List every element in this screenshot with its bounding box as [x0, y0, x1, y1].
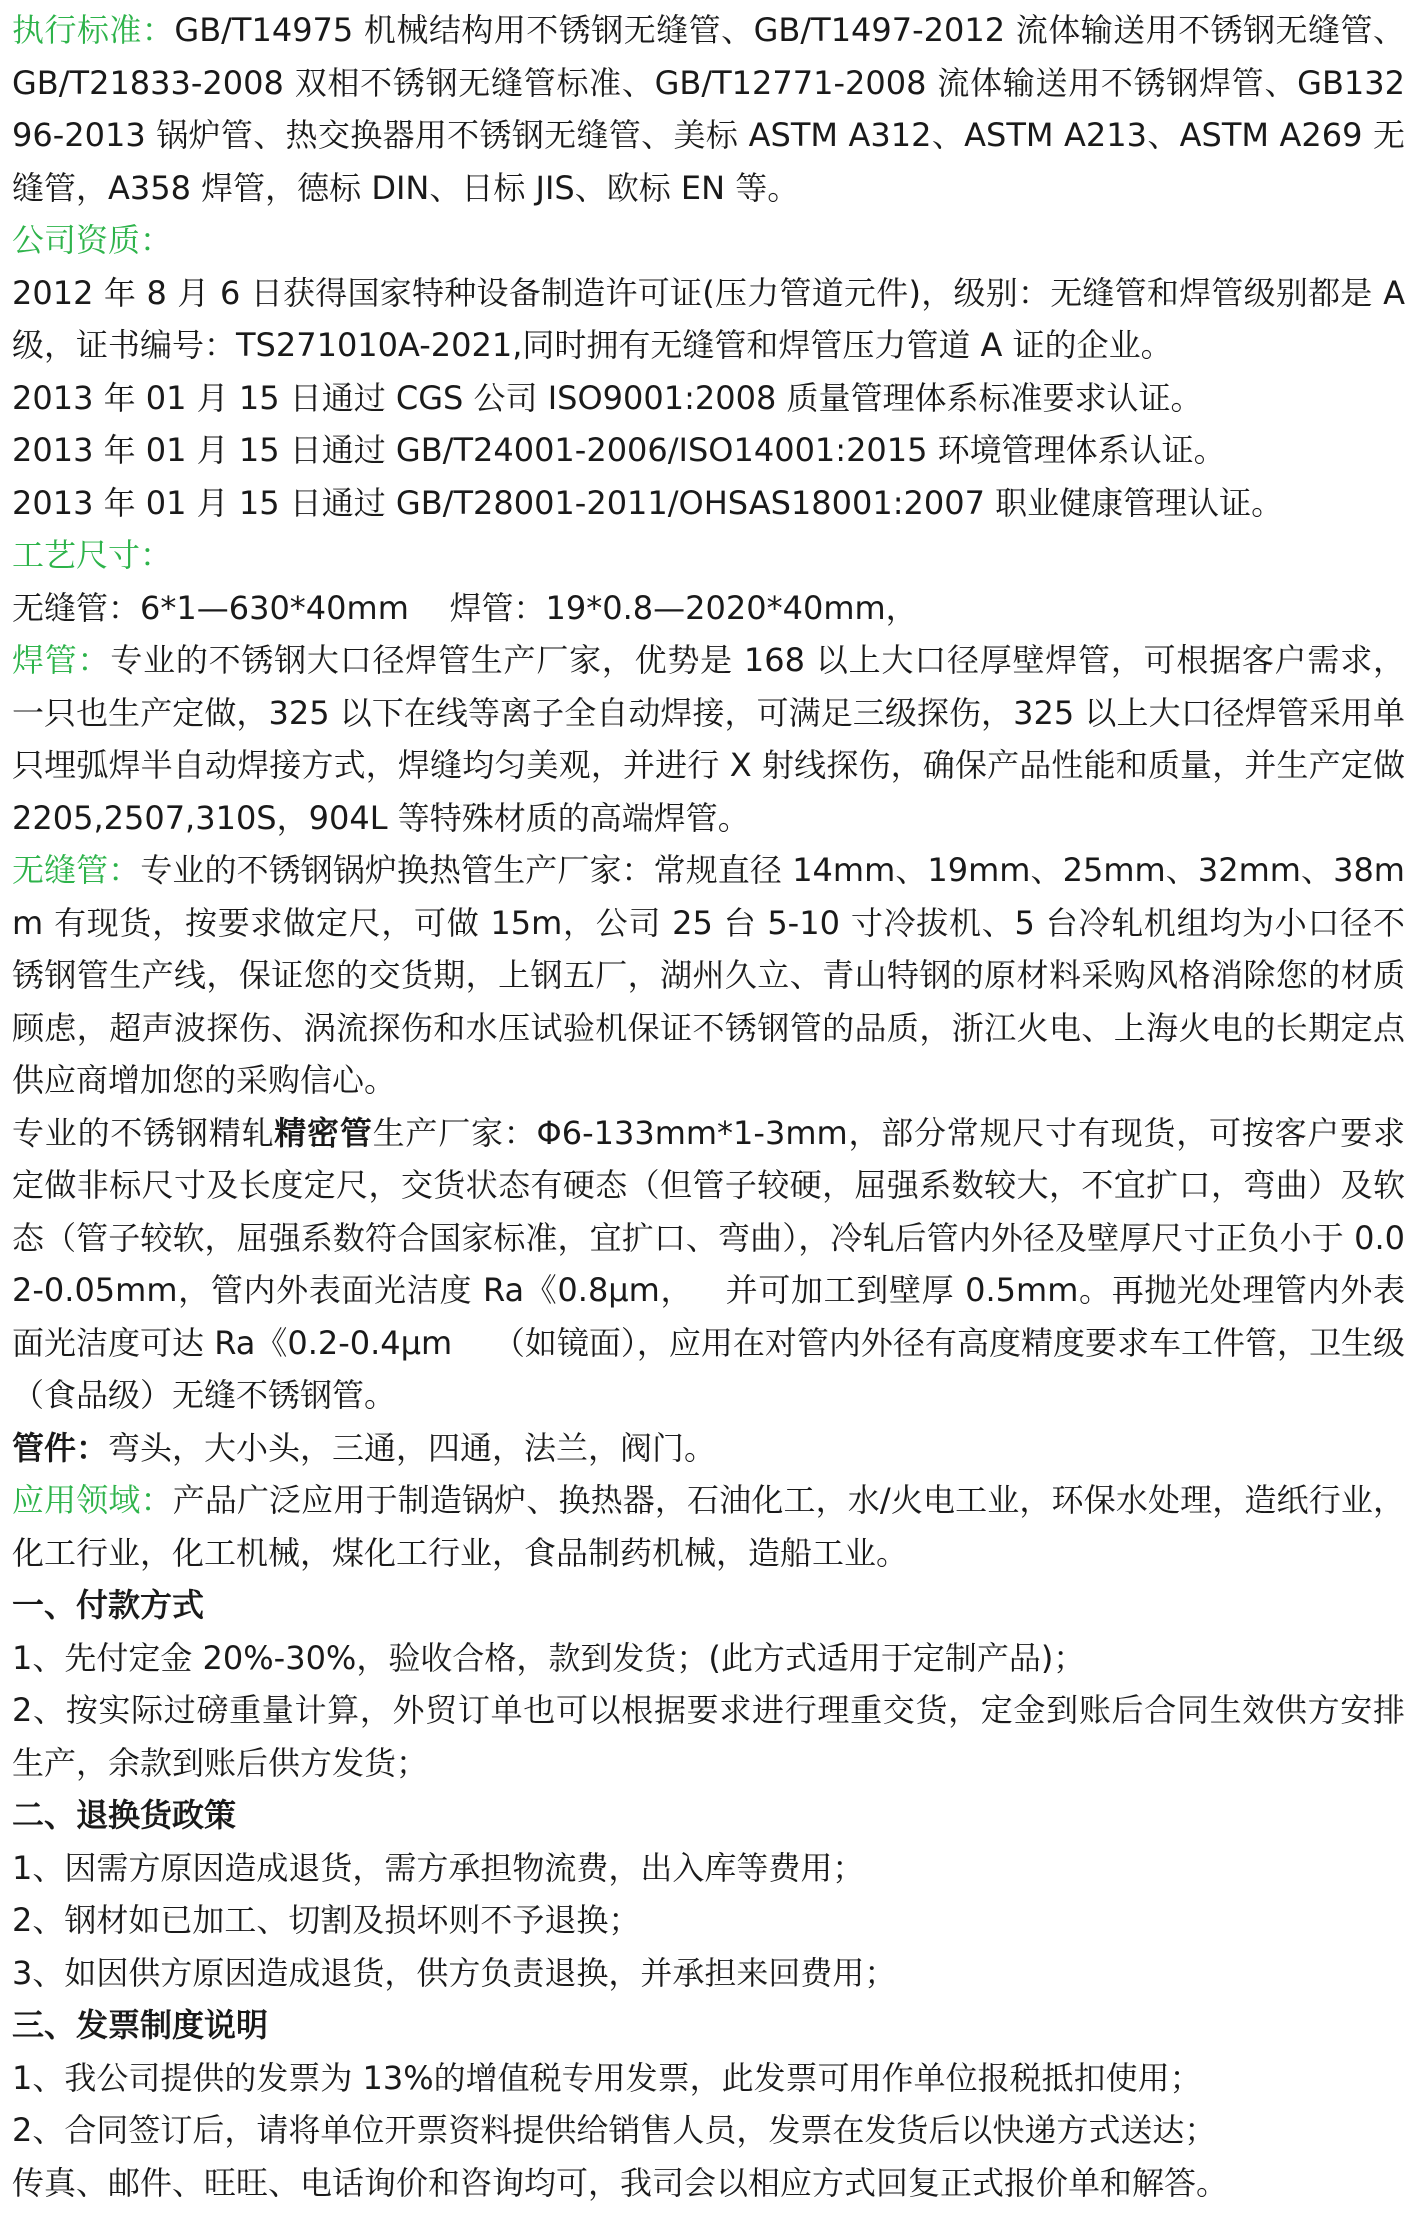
- standards-text: GB/T14975 机械结构用不锈钢无缝管、GB/T1497-2012 流体输送用不锈钢无缝管、GB/T21833-2008 双相不锈钢无缝管标准、GB/T12771-2008 流体输送用不锈钢焊管、GB13296-2013 锅炉管、热交换器用不锈钢无缝管、美标 ASTM A312、ASTM A213、ASTM A269 无缝管，A358 焊管，德标 DIN、日标 JIS、欧标 EN 等。: [12, 11, 1405, 207]
- precision-paragraph: [12, 1107, 1405, 1422]
- precision-bold: 精密管: [274, 1113, 373, 1152]
- qualification-line-1: 2012 年 8 月 6 日获得国家特种设备制造许可证(压力管道元件)，级别：无缝管和焊管级别都是 A 级，证书编号：TS271010A-2021,同时拥有无缝管和焊管压力管道 A 证的企业。: [12, 273, 1405, 364]
- invoice-line-3: 传真、邮件、旺旺、电话询价和咨询均可，我司会以相应方式回复正式报价单和解答。: [12, 2163, 1229, 2202]
- qualification-line-4: 2013 年 01 月 15 日通过 GB/T28001-2011/OHSAS18001:2007 职业健康管理认证。: [12, 483, 1284, 522]
- fittings-paragraph: [12, 1422, 1405, 1475]
- invoice-heading: 三、发票制度说明: [12, 2006, 269, 2044]
- precision-text: 生产厂家：Φ6-133mm*1-3mm，部分常规尺寸有现货，可按客户要求定做非标尺寸及长度定尺，交货状态有硬态（但管子较硬，屈强系数较大，不宜扩口，弯曲）及软态（管子较软，屈强系数符合国家标准，宜扩口、弯曲），冷轧后管内外径及壁厚尺寸正负小于 0.02-0.05mm，管内外表面光洁度 Ra《0.8μm， 并可加工到壁厚 0.5mm。再抛光处理管内外表面光洁度可达 Ra《0.2-0.4μm （如镜面），应用在对管内外径有高度精度要求车工件管，卫生级（食品级）无缝不锈钢管。: [12, 1113, 1405, 1414]
- precision-prefix: 专业的不锈钢精轧: [12, 1113, 275, 1152]
- application-paragraph: [12, 1474, 1405, 1579]
- seamless-paragraph: [12, 844, 1405, 1107]
- standards-label: 执行标准：: [12, 11, 175, 49]
- returns-line-3: 3、如因供方原因造成退货，供方负责退换，并承担来回费用；: [12, 1953, 897, 1992]
- payment-line-1: 1、先付定金 20%-30%，验收合格，款到发货；(此方式适用于定制产品)；: [12, 1638, 1086, 1677]
- invoice-line-2: 2、合同签订后，请将单位开票资料提供给销售人员，发票在发货后以快递方式送达；: [12, 2111, 1217, 2149]
- returns-line-1: 1、因需方原因造成退货，需方承担物流费，出入库等费用；: [12, 1848, 865, 1887]
- fittings-label: 管件：: [12, 1428, 109, 1467]
- fittings-text: 弯头，大小头，三通，四通，法兰，阀门。: [108, 1428, 717, 1467]
- process-heading: 工艺尺寸：: [12, 536, 173, 574]
- qualification-heading: 公司资质：: [12, 221, 173, 259]
- standards-paragraph: [12, 4, 1405, 214]
- welded-text: 专业的不锈钢大口径焊管生产厂家，优势是 168 以上大口径厚壁焊管，可根据客户需求，一只也生产定做，325 以下在线等离子全自动焊接，可满足三级探伤，325 以上大口径焊管采用单只埋弧焊半自动焊接方式，焊缝均匀美观，并进行 X 射线探伤，确保产品性能和质量，并生产定做 2205,2507,310S，904L 等特殊材质的高端焊管。: [12, 641, 1405, 837]
- qualification-line-2: 2013 年 01 月 15 日通过 CGS 公司 ISO9001:2008 质量管理体系标准要求认证。: [12, 378, 1203, 417]
- application-text: 产品广泛应用于制造锅炉、换热器，石油化工，水/火电工业，环保水处理，造纸行业，化工行业，化工机械，煤化工行业，食品制药机械，造船工业。: [12, 1481, 1405, 1572]
- qualification-line-3: 2013 年 01 月 15 日通过 GB/T24001-2006/ISO14001:2015 环境管理体系认证。: [12, 431, 1226, 469]
- payment-heading: 一、付款方式: [12, 1586, 205, 1624]
- payment-line-2: 2、按实际过磅重量计算，外贸订单也可以根据要求进行理重交货，定金到账后合同生效供方安排生产，余款到账后供方发货；: [12, 1691, 1405, 1782]
- welded-paragraph: [12, 634, 1405, 844]
- returns-line-2: 2、钢材如已加工、切割及损坏则不予退换；: [12, 1901, 641, 1939]
- seamless-text: 专业的不锈钢锅炉换热管生产厂家：常规直径 14mm、19mm、25mm、32mm、38mm 有现货，按要求做定尺，可做 15m，公司 25 台 5-10 寸冷拔机、5 台冷轧机组均为小口径不锈钢管生产线，保证您的交货期，上钢五厂，湖州久立、青山特钢的原材料采购风格消除您的材质顾虑，超声波探伤、涡流探伤和水压试验机保证不锈钢管的品质，浙江火电、上海火电的长期定点供应商增加您的采购信心。: [12, 851, 1405, 1099]
- seamless-label: 无缝管：: [12, 851, 141, 889]
- application-label: 应用领域：: [12, 1481, 173, 1519]
- process-text: 无缝管：6*1—630*40mm 焊管：19*0.8—2020*40mm，: [12, 588, 918, 627]
- returns-heading: 二、退换货政策: [12, 1796, 237, 1834]
- invoice-line-1: 1、我公司提供的发票为 13%的增值税专用发票，此发票可用作单位报税抵扣使用；: [12, 2058, 1202, 2097]
- welded-label: 焊管：: [12, 641, 111, 679]
